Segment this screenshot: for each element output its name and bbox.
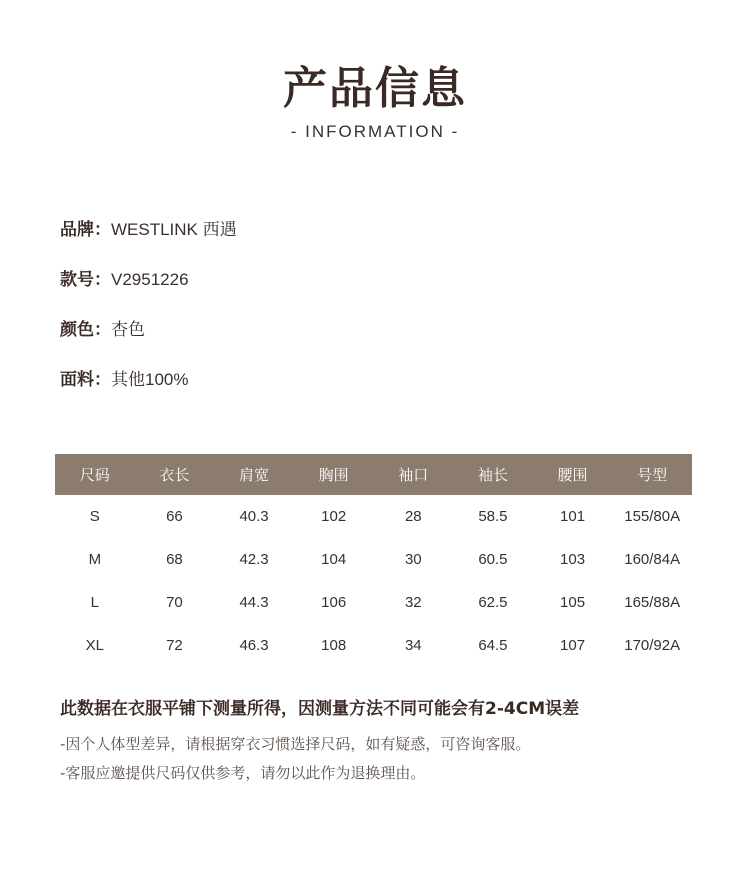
- table-cell: 104: [321, 551, 347, 568]
- table-cell: 165/88A: [624, 594, 681, 611]
- table-row: [55, 581, 692, 624]
- table-row: [55, 538, 692, 581]
- product-info: [60, 216, 237, 416]
- info-row-fabric: [60, 366, 237, 416]
- info-row-color: [60, 316, 237, 366]
- table-cell: 66: [166, 508, 183, 525]
- column-header: 号型: [612, 454, 692, 495]
- table-cell: S: [89, 508, 100, 525]
- table-cell: 58.5: [478, 508, 508, 525]
- page-title: 产品信息: [283, 63, 467, 114]
- table-cell: 34: [404, 637, 422, 654]
- table-cell: 101: [560, 508, 586, 525]
- table-cell: 107: [560, 637, 586, 654]
- info-label: 颜色：: [60, 320, 111, 340]
- size-table: [55, 454, 692, 667]
- column-header: 肩宽: [214, 454, 294, 495]
- table-cell: 155/80A: [624, 508, 681, 525]
- column-header: 衣长: [135, 454, 215, 495]
- table-cell: 170/92A: [624, 637, 681, 654]
- table-row: [55, 495, 692, 538]
- info-value: 杏色: [111, 320, 145, 339]
- info-label: 品牌：: [60, 220, 111, 240]
- column-header: 袖口: [374, 454, 454, 495]
- info-value: 其他100%: [111, 370, 189, 389]
- info-row-brand: [60, 216, 237, 266]
- table-cell: 28: [404, 508, 422, 525]
- table-cell: 30: [404, 551, 422, 568]
- table-cell: M: [88, 551, 102, 568]
- table-cell: 64.5: [478, 637, 508, 654]
- column-header: 腰围: [533, 454, 613, 495]
- page-subtitle: - INFORMATION -: [290, 122, 460, 141]
- column-header: 袖长: [453, 454, 533, 495]
- table-cell: 44.3: [239, 594, 269, 611]
- info-label: 款号：: [60, 270, 111, 290]
- table-cell: 70: [166, 594, 183, 611]
- size-table-header-row: [55, 454, 692, 495]
- table-cell: 72: [166, 637, 183, 654]
- table-cell: 40.3: [239, 508, 269, 525]
- info-row-style-number: [60, 266, 237, 316]
- info-value: WESTLINK 西遇: [111, 220, 237, 239]
- size-advice-note: -因个人体型差异，请根据穿衣习惯选择尺码，如有疑惑，可咨询客服。: [60, 735, 531, 753]
- table-cell: 60.5: [478, 551, 508, 568]
- table-cell: 68: [166, 551, 183, 568]
- table-cell: L: [90, 594, 99, 611]
- info-value: V2951226: [111, 270, 189, 289]
- table-cell: XL: [85, 637, 104, 654]
- table-cell: 42.3: [239, 551, 269, 568]
- table-cell: 105: [560, 594, 586, 611]
- table-cell: 160/84A: [624, 551, 681, 568]
- table-cell: 103: [560, 551, 586, 568]
- column-header: 尺码: [55, 454, 135, 495]
- table-cell: 32: [404, 594, 422, 611]
- info-label: 面料：: [60, 370, 111, 390]
- table-row: [55, 624, 692, 667]
- measurement-note: 此数据在衣服平铺下测量所得，因测量方法不同可能会有2-4CM误差: [60, 699, 580, 719]
- table-cell: 46.3: [239, 637, 269, 654]
- table-cell: 102: [321, 508, 347, 525]
- column-header: 胸围: [294, 454, 374, 495]
- table-cell: 108: [321, 637, 347, 654]
- disclaimer-note: -客服应邀提供尺码仅供参考，请勿以此作为退换理由。: [60, 764, 426, 782]
- table-cell: 62.5: [478, 594, 508, 611]
- table-cell: 106: [321, 594, 347, 611]
